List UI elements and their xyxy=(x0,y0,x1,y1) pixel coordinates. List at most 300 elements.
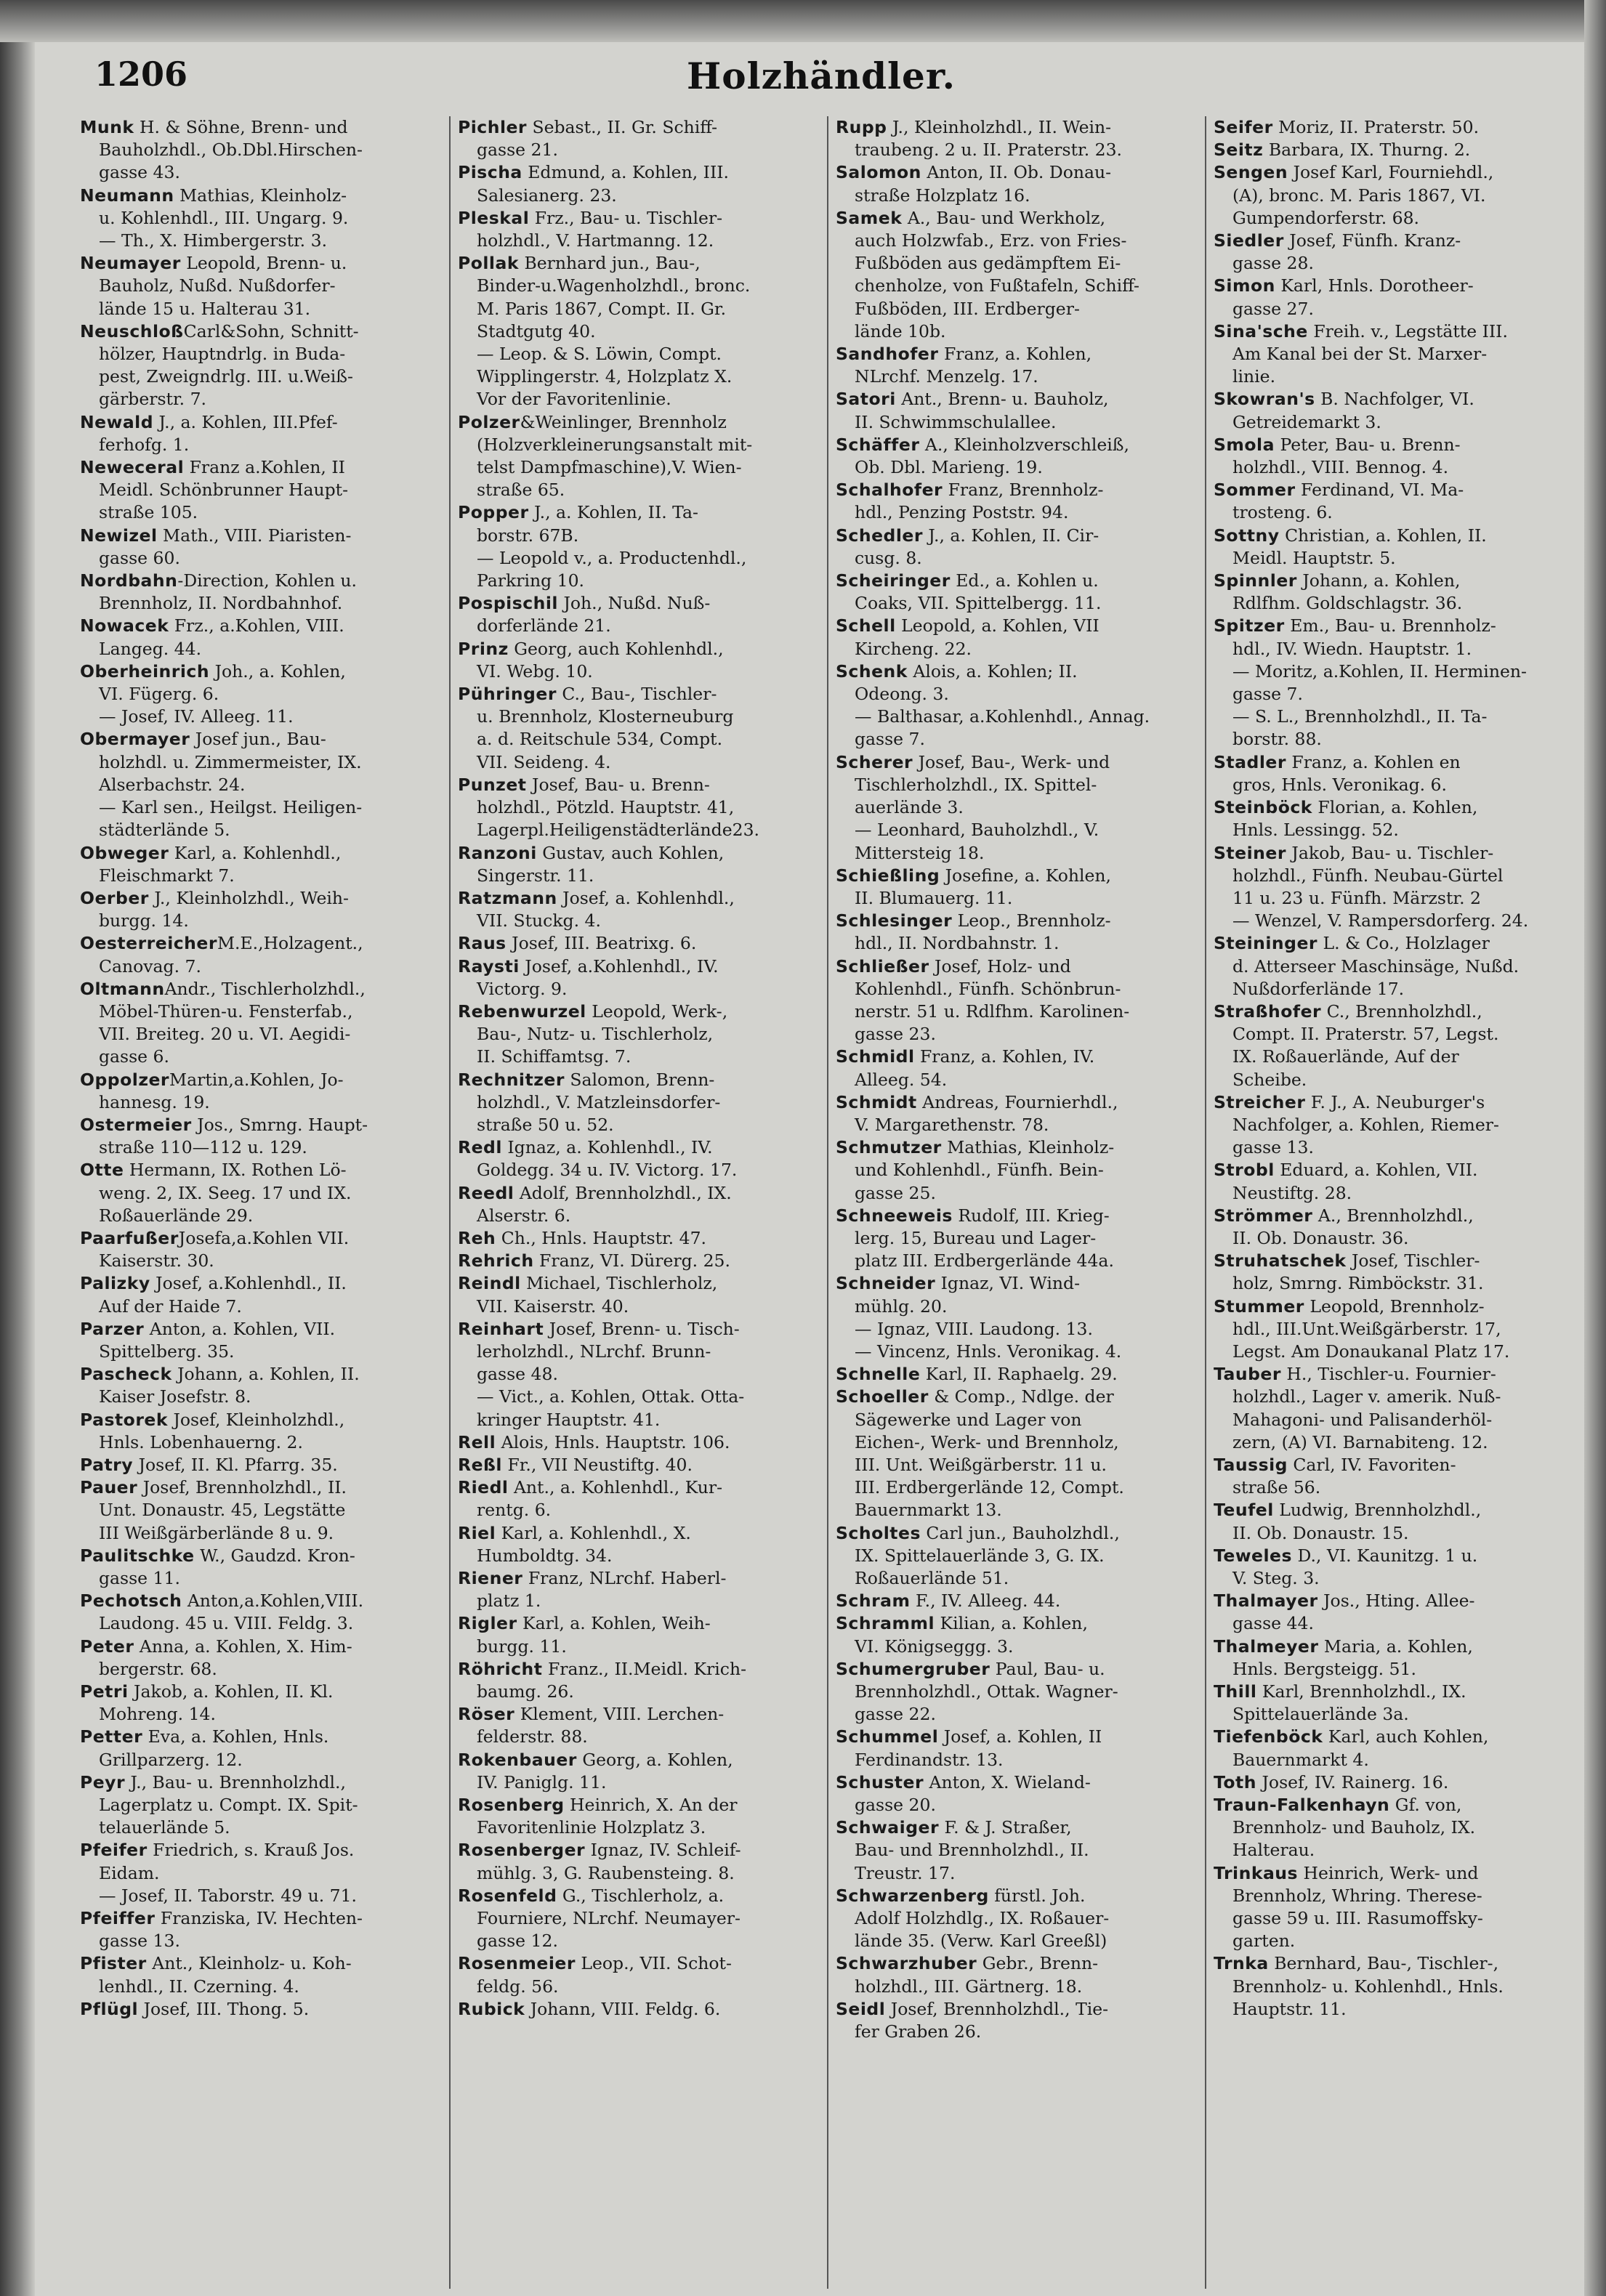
entry-name: Ostermeier xyxy=(80,1114,192,1135)
directory-entry xyxy=(80,456,443,479)
directory-entry xyxy=(836,1771,1199,1794)
entry-text: II. Schiffamtsg. 7. xyxy=(477,1046,631,1067)
directory-entry xyxy=(836,479,1199,501)
entry-line xyxy=(458,139,821,161)
entry-line xyxy=(80,1205,443,1227)
entry-text: Brennholz- u. Kohlenhdl., Hnls. xyxy=(1232,1976,1504,1997)
directory-entry xyxy=(1214,275,1577,297)
entry-line xyxy=(1214,1023,1577,1046)
entry-text: A., Brennholzhdl., xyxy=(1312,1205,1474,1226)
directory-entry xyxy=(836,1522,1199,1545)
entry-text: Georg, auch Kohlenhdl., xyxy=(508,638,724,659)
entry-text: F. J., A. Neuburger's xyxy=(1305,1091,1485,1112)
entry-line xyxy=(80,638,443,660)
entry-line xyxy=(80,819,443,841)
entry-text: Jakob, Bau- u. Tischler- xyxy=(1286,842,1494,863)
entry-name: Reßl xyxy=(458,1454,502,1475)
entry-name: Strobl xyxy=(1214,1160,1275,1181)
entry-line xyxy=(458,751,821,774)
entry-text: Josef, Fünfh. Kranz- xyxy=(1283,230,1461,251)
entry-text: III. Erdbergerlände 12, Compt. xyxy=(855,1477,1124,1498)
entry-text: Josef, II. Kl. Pfarrg. 35. xyxy=(133,1454,338,1475)
entry-text: Compt. II. Praterstr. 57, Legst. xyxy=(1232,1024,1499,1045)
entry-text: pest, Zweigndrlg. III. u.Weiß- xyxy=(99,366,353,387)
entry-text: Josef, III. Thong. 5. xyxy=(138,1998,310,2019)
entry-line xyxy=(80,1295,443,1318)
entry-text: — Leonhard, Bauholzhdl., V. xyxy=(855,820,1099,841)
directory-entry xyxy=(836,570,1199,592)
entry-text: Leopold, a. Kohlen, VII xyxy=(895,615,1099,636)
entry-text: Friedrich, s. Krauß Jos. xyxy=(147,1840,355,1861)
directory-entry xyxy=(458,842,821,865)
entry-line xyxy=(80,161,443,184)
entry-text: Treustr. 17. xyxy=(855,1862,956,1883)
entry-line xyxy=(1214,1272,1577,1295)
directory-column-4 xyxy=(1214,116,1577,2289)
entry-text: Bauholz, Nußd. Nußdorfer- xyxy=(99,275,336,296)
entry-text: Franz, a. Kohlen en xyxy=(1286,751,1461,772)
entry-text: platz III. Erdbergerlände 44a. xyxy=(855,1250,1114,1272)
entry-text: Kaiser Josefstr. 8. xyxy=(99,1386,251,1407)
entry-name: Schneeweis xyxy=(836,1205,953,1226)
entry-text: Martin,a.Kohlen, Jo- xyxy=(169,1069,344,1090)
entry-name: Pechotsch xyxy=(80,1590,182,1612)
entry-line xyxy=(458,615,821,637)
entry-text: rentg. 6. xyxy=(477,1500,552,1521)
directory-entry xyxy=(80,1636,443,1658)
directory-entry xyxy=(836,1363,1199,1386)
entry-text: borstr. 88. xyxy=(1232,729,1322,750)
entry-text: Franz, a. Kohlen, IV. xyxy=(914,1046,1095,1067)
entry-text: Josef jun., Bau- xyxy=(190,729,326,750)
entry-line xyxy=(836,411,1199,434)
entry-text: II. Blumauerg. 11. xyxy=(855,887,1013,908)
entry-text: Franz a.Kohlen, II xyxy=(184,457,345,478)
entry-text: Canovag. 7. xyxy=(99,955,201,977)
entry-name: Schnelle xyxy=(836,1364,921,1385)
entry-text: linie. xyxy=(1232,366,1276,387)
directory-entry xyxy=(458,1227,821,1250)
entry-line xyxy=(1214,774,1577,796)
entry-text: Peter, Bau- u. Brenn- xyxy=(1274,434,1461,455)
entry-name: Trinkaus xyxy=(1214,1862,1299,1883)
entry-line xyxy=(458,1386,821,1408)
directory-entry xyxy=(80,185,443,207)
directory-entry xyxy=(1214,932,1577,955)
entry-text: Möbel-Thüren-u. Fensterfab., xyxy=(99,1001,353,1022)
entry-line xyxy=(836,456,1199,479)
entry-line xyxy=(458,1907,821,1930)
entry-text: Joh., a. Kohlen, xyxy=(209,660,346,682)
page-number: 1206 xyxy=(94,54,188,94)
entry-line xyxy=(836,1499,1199,1521)
entry-name: Schram xyxy=(836,1590,911,1612)
entry-text: mühlg. 20. xyxy=(855,1295,948,1317)
directory-column-2 xyxy=(458,116,821,2289)
entry-text: Wipplingerstr. 4, Holzplatz X. xyxy=(477,366,733,387)
entry-text: Josef, Holz- und xyxy=(929,955,1071,977)
entry-text: lände 15 u. Halterau 31. xyxy=(99,298,311,319)
entry-text: Andr., Tischlerholzhdl., xyxy=(164,978,366,999)
entry-name: Neuschloß xyxy=(80,320,184,341)
entry-text: Bernhard jun., Bau-, xyxy=(518,253,701,274)
entry-line xyxy=(1214,1318,1577,1341)
entry-name: Schlesinger xyxy=(836,910,953,931)
entry-name: Thill xyxy=(1214,1681,1257,1702)
entry-text: hdl., II. Nordbahnstr. 1. xyxy=(855,933,1060,954)
directory-entry xyxy=(836,388,1199,411)
entry-text: Alleeg. 54. xyxy=(855,1069,948,1090)
entry-line xyxy=(458,365,821,388)
directory-entry xyxy=(458,1182,821,1205)
entry-line xyxy=(836,252,1199,275)
entry-text: Anton,a.Kohlen,VIII. xyxy=(182,1590,364,1612)
directory-entry xyxy=(836,161,1199,184)
entry-name: Schwarzhuber xyxy=(836,1953,977,1974)
entry-line xyxy=(80,1250,443,1272)
entry-line xyxy=(1214,456,1577,479)
entry-text: Josef, Brenn- u. Tisch- xyxy=(544,1318,740,1339)
entry-text: Brennholz, Whring. Therese- xyxy=(1232,1885,1482,1906)
entry-text: Em., Bau- u. Brennholz- xyxy=(1284,615,1496,636)
entry-text: straße 50 u. 52. xyxy=(477,1114,614,1135)
entry-text: lerholzhdl., NLrchf. Brunn- xyxy=(477,1341,711,1362)
entry-text: Karl, II. Raphaelg. 29. xyxy=(920,1364,1118,1385)
directory-entry xyxy=(1214,1952,1577,1975)
entry-text: II. Ob. Donaustr. 15. xyxy=(1232,1522,1409,1543)
directory-entry xyxy=(80,1272,443,1295)
entry-text: Joh., Nußd. Nuß- xyxy=(558,593,711,614)
entry-name: Smola xyxy=(1214,434,1275,455)
entry-text: — Th., X. Himbergerstr. 3. xyxy=(99,230,328,251)
entry-name: Thalmeyer xyxy=(1214,1636,1319,1657)
directory-entry xyxy=(1214,1862,1577,1885)
entry-line xyxy=(458,910,821,932)
entry-line xyxy=(458,1023,821,1046)
entry-text: cusg. 8. xyxy=(855,547,922,568)
entry-text: VI. Webg. 10. xyxy=(477,660,593,682)
entry-line xyxy=(80,751,443,774)
entry-text: Josef, IV. Rainerg. 16. xyxy=(1256,1771,1449,1792)
entry-text: gasse 6. xyxy=(99,1046,169,1067)
entry-text: Mittersteig 18. xyxy=(855,842,985,863)
entry-name: Pastorek xyxy=(80,1409,168,1430)
directory-entry xyxy=(80,660,443,683)
entry-text: Favoritenlinie Holzplatz 3. xyxy=(477,1817,706,1838)
entry-name: Otte xyxy=(80,1160,124,1181)
entry-text: Binder-u.Wagenholzhdl., bronc. xyxy=(477,275,751,296)
entry-line xyxy=(80,865,443,887)
entry-line xyxy=(1214,1136,1577,1159)
entry-text: Hauptstr. 11. xyxy=(1232,1998,1347,2019)
entry-line xyxy=(458,275,821,297)
entry-line xyxy=(836,275,1199,297)
entry-text: Ignaz, IV. Schleif- xyxy=(585,1840,741,1861)
directory-entry xyxy=(80,728,443,751)
entry-text: Paul, Bau- u. xyxy=(990,1658,1105,1679)
directory-entry xyxy=(80,842,443,865)
directory-entry xyxy=(80,411,443,434)
entry-text: Legst. Am Donaukanal Platz 17. xyxy=(1232,1341,1510,1362)
directory-entry xyxy=(836,1046,1199,1068)
entry-text: gasse 59 u. III. Rasumoffsky- xyxy=(1232,1908,1483,1929)
entry-name: Spinnler xyxy=(1214,570,1297,591)
entry-text: zern, (A) VI. Barnabiteng. 12. xyxy=(1232,1431,1488,1452)
entry-line xyxy=(80,1976,443,1998)
entry-text: II. Ob. Donaustr. 36. xyxy=(1232,1227,1409,1248)
entry-name: Schalhofer xyxy=(836,480,943,501)
directory-entry xyxy=(458,1272,821,1295)
entry-text: gasse 23. xyxy=(855,1024,936,1045)
entry-text: Josef, a. Kohlen, II xyxy=(938,1726,1102,1747)
entry-line xyxy=(458,1091,821,1114)
entry-line xyxy=(80,592,443,615)
entry-text: Moriz, II. Praterstr. 50. xyxy=(1272,117,1480,137)
entry-text: Josef, a.Kohlenhdl., IV. xyxy=(519,955,719,977)
entry-line xyxy=(1214,343,1577,365)
entry-line xyxy=(1214,501,1577,524)
entry-text: Josef Karl, Fourniehdl., xyxy=(1288,162,1494,183)
entry-text: hölzer, Hauptndrlg. in Buda- xyxy=(99,344,346,365)
entry-name: Pollak xyxy=(458,253,519,274)
entry-line xyxy=(1214,865,1577,887)
entry-text: gasse 43. xyxy=(99,162,180,183)
entry-text: Humboldtg. 34. xyxy=(477,1545,613,1566)
entry-line xyxy=(458,570,821,592)
entry-text: holzhdl., Lager v. amerik. Nuß- xyxy=(1232,1386,1501,1407)
directory-entry xyxy=(458,1612,821,1635)
entry-text: Langeg. 44. xyxy=(99,638,202,659)
entry-line xyxy=(1214,1907,1577,1930)
directory-entry xyxy=(80,1545,443,1567)
entry-line xyxy=(836,1295,1199,1318)
entry-text: Singerstr. 11. xyxy=(477,865,594,886)
entry-name: Scholtes xyxy=(836,1522,921,1543)
entry-text: Kilian, a. Kohlen, xyxy=(935,1613,1088,1634)
directory-entry xyxy=(1214,139,1577,161)
entry-text: Bau-, Nutz- u. Tischlerholz, xyxy=(477,1024,714,1045)
entry-text: L. & Co., Holzlager xyxy=(1318,933,1490,954)
entry-line xyxy=(80,298,443,320)
entry-name: Satori xyxy=(836,389,896,410)
directory-entry xyxy=(80,1318,443,1341)
directory-entry xyxy=(836,1590,1199,1612)
entry-line xyxy=(836,1703,1199,1726)
entry-line xyxy=(458,525,821,547)
directory-entry xyxy=(80,1907,443,1930)
entry-text: Laudong. 45 u. VIII. Feldg. 3. xyxy=(99,1613,354,1634)
entry-line xyxy=(458,1590,821,1612)
entry-name: Schedler xyxy=(836,525,923,546)
entry-line xyxy=(1214,547,1577,570)
directory-entry xyxy=(1214,1771,1577,1794)
entry-name: Raus xyxy=(458,933,507,954)
entry-line xyxy=(80,479,443,501)
entry-name: Oerber xyxy=(80,887,149,908)
entry-name: Siedler xyxy=(1214,230,1284,251)
entry-text: VII. Kaiserstr. 40. xyxy=(477,1295,629,1317)
entry-line xyxy=(836,1431,1199,1454)
entry-line xyxy=(80,365,443,388)
entry-text: holzhdl. u. Zimmermeister, IX. xyxy=(99,751,362,772)
entry-line xyxy=(836,1159,1199,1181)
entry-text: Maria, a. Kohlen, xyxy=(1318,1636,1473,1657)
entry-name: Polzer xyxy=(458,411,520,432)
entry-text: J., Kleinholzhdl., II. Wein- xyxy=(887,117,1112,137)
entry-text: Edmund, a. Kohlen, III. xyxy=(522,162,729,183)
directory-entry xyxy=(458,252,821,275)
entry-text: Brennholzhdl., Ottak. Wagner- xyxy=(855,1681,1118,1702)
entry-line xyxy=(836,1318,1199,1341)
entry-line xyxy=(836,2021,1199,2043)
entry-name: Toth xyxy=(1214,1771,1257,1792)
entry-line xyxy=(458,1726,821,1748)
entry-text: mühlg. 3, G. Raubensteing. 8. xyxy=(477,1862,735,1883)
entry-line xyxy=(1214,1930,1577,1952)
entry-text: Anton, a. Kohlen, VII. xyxy=(144,1318,336,1339)
entry-line xyxy=(80,955,443,978)
entry-text: H., Tischler-u. Fournier- xyxy=(1280,1364,1496,1385)
directory-entry xyxy=(80,1998,443,2021)
entry-name: Reindl xyxy=(458,1273,521,1294)
entry-name: Rubick xyxy=(458,1998,525,2019)
entry-text: J., Kleinholzhdl., Weih- xyxy=(148,887,349,908)
entry-name: Röser xyxy=(458,1704,515,1725)
directory-entry xyxy=(80,1839,443,1862)
entry-text: lände 35. (Verw. Karl Greeßl) xyxy=(855,1931,1107,1952)
entry-text: Meidl. Schönbrunner Haupt- xyxy=(99,480,349,501)
directory-entry xyxy=(1214,842,1577,865)
entry-line xyxy=(80,1001,443,1023)
entry-text: gasse 28. xyxy=(1232,253,1314,274)
entry-name: Schäffer xyxy=(836,434,920,455)
entry-text: — Balthasar, a.Kohlenhdl., Annag. xyxy=(855,706,1150,727)
entry-line xyxy=(1214,365,1577,388)
entry-text: Sebast., II. Gr. Schiff- xyxy=(527,117,718,137)
entry-line xyxy=(458,479,821,501)
entry-line xyxy=(836,796,1199,819)
entry-text: Leop., Brennholz- xyxy=(952,910,1111,931)
entry-text: Fr., VII Neustiftg. 40. xyxy=(502,1454,693,1475)
entry-name: Raysti xyxy=(458,955,520,977)
entry-text: Ch., Hnls. Hauptstr. 47. xyxy=(496,1227,706,1248)
entry-name: Patry xyxy=(80,1454,134,1475)
directory-entry xyxy=(1214,1205,1577,1227)
directory-entry xyxy=(836,1205,1199,1227)
entry-line xyxy=(80,1658,443,1681)
entry-name: Traun-Falkenhayn xyxy=(1214,1795,1390,1816)
entry-line xyxy=(836,1341,1199,1363)
entry-text: 11 u. 23 u. Fünfh. Märzstr. 2 xyxy=(1232,887,1481,908)
entry-text: Hermann, IX. Rothen Lö- xyxy=(124,1160,347,1181)
entry-line xyxy=(836,1794,1199,1816)
entry-text: J., Bau- u. Brennholzhdl., xyxy=(125,1771,346,1792)
entry-text: gasse 7. xyxy=(1232,684,1303,705)
entry-line xyxy=(80,1431,443,1454)
directory-entry xyxy=(458,887,821,910)
directory-entry xyxy=(80,116,443,139)
entry-text: hdl., III.Unt.Weißgärberstr. 17, xyxy=(1232,1318,1501,1339)
directory-entry xyxy=(1214,230,1577,252)
entry-text: Coaks, VII. Spittelbergg. 11. xyxy=(855,593,1102,614)
entry-text: C., Bau-, Tischler- xyxy=(556,684,717,705)
directory-entry xyxy=(1214,1454,1577,1476)
entry-line xyxy=(458,1341,821,1363)
entry-text: F., IV. Alleeg. 44. xyxy=(910,1590,1061,1612)
directory-entry xyxy=(458,1952,821,1975)
entry-text: und Kohlenhdl., Fünfh. Bein- xyxy=(855,1160,1104,1181)
entry-text: auerlände 3. xyxy=(855,797,964,818)
entry-text: borstr. 67B. xyxy=(477,525,579,546)
entry-text: Franz, a. Kohlen, xyxy=(938,344,1092,365)
entry-line xyxy=(1214,1341,1577,1363)
entry-name: Schmutzer xyxy=(836,1137,942,1158)
entry-text: D., VI. Kaunitzg. 1 u. xyxy=(1291,1545,1478,1566)
entry-name: Riener xyxy=(458,1568,523,1588)
entry-line xyxy=(836,1749,1199,1771)
entry-text: Gustav, auch Kohlen, xyxy=(536,842,725,863)
entry-line xyxy=(1214,1658,1577,1681)
scan-top-edge xyxy=(0,0,1606,42)
entry-text: holzhdl., VIII. Bennog. 4. xyxy=(1232,457,1449,478)
entry-text: VI. Fügerg. 6. xyxy=(99,684,219,705)
entry-line xyxy=(80,1703,443,1726)
entry-text: ferhofg. 1. xyxy=(99,434,190,455)
entry-text: bergerstr. 68. xyxy=(99,1658,217,1679)
entry-text: Christian, a. Kohlen, II. xyxy=(1279,525,1487,546)
entry-text: W., Gaudzd. Kron- xyxy=(194,1545,355,1566)
entry-name: Pascheck xyxy=(80,1364,172,1385)
directory-entry xyxy=(836,955,1199,978)
entry-line xyxy=(80,1136,443,1159)
entry-text: feldg. 56. xyxy=(477,1976,559,1997)
entry-line xyxy=(458,1545,821,1567)
entry-name: Rebenwurzel xyxy=(458,1001,586,1022)
entry-line xyxy=(836,842,1199,865)
entry-text: d. Atterseer Maschinsäge, Nußd. xyxy=(1232,955,1520,977)
entry-text: Victorg. 9. xyxy=(477,978,568,999)
entry-name: Seidl xyxy=(836,1998,886,2019)
entry-line xyxy=(80,1816,443,1839)
entry-text: u. Kohlenhdl., III. Ungarg. 9. xyxy=(99,207,349,228)
entry-name: Taussig xyxy=(1214,1454,1288,1475)
entry-text: hannesg. 19. xyxy=(99,1091,210,1112)
entry-name: Spitzer xyxy=(1214,615,1285,636)
entry-line xyxy=(836,1476,1199,1499)
entry-text: Johann, a. Kohlen, xyxy=(1296,570,1461,591)
entry-name: Schramml xyxy=(836,1613,935,1634)
entry-line xyxy=(1214,1114,1577,1136)
directory-entry xyxy=(80,932,443,955)
entry-text: M. Paris 1867, Compt. II. Gr. xyxy=(477,298,727,319)
entry-text: — Moritz, a.Kohlen, II. Herminen- xyxy=(1232,660,1527,682)
entry-line xyxy=(836,1114,1199,1136)
entry-text: holzhdl., Fünfh. Neubau-Gürtel xyxy=(1232,865,1504,886)
entry-text: Eva, a. Kohlen, Hnls. xyxy=(142,1726,329,1747)
entry-name: Tauber xyxy=(1214,1364,1281,1385)
entry-text: Frz., a.Kohlen, VIII. xyxy=(169,615,344,636)
entry-name: Schenk xyxy=(836,660,908,682)
directory-entry xyxy=(836,207,1199,230)
entry-text: Josef, Brennholzhdl., II. xyxy=(137,1477,347,1498)
entry-text: gasse 48. xyxy=(477,1364,558,1385)
entry-text: lerg. 15, Bureau und Lager- xyxy=(855,1227,1097,1248)
entry-text: Carl, IV. Favoriten- xyxy=(1287,1454,1456,1475)
entry-text: Josefine, a. Kohlen, xyxy=(940,865,1112,886)
entry-text: VII. Stuckg. 4. xyxy=(477,910,601,931)
entry-name: Rosenberger xyxy=(458,1840,586,1861)
entry-name: Pfister xyxy=(80,1953,147,1974)
